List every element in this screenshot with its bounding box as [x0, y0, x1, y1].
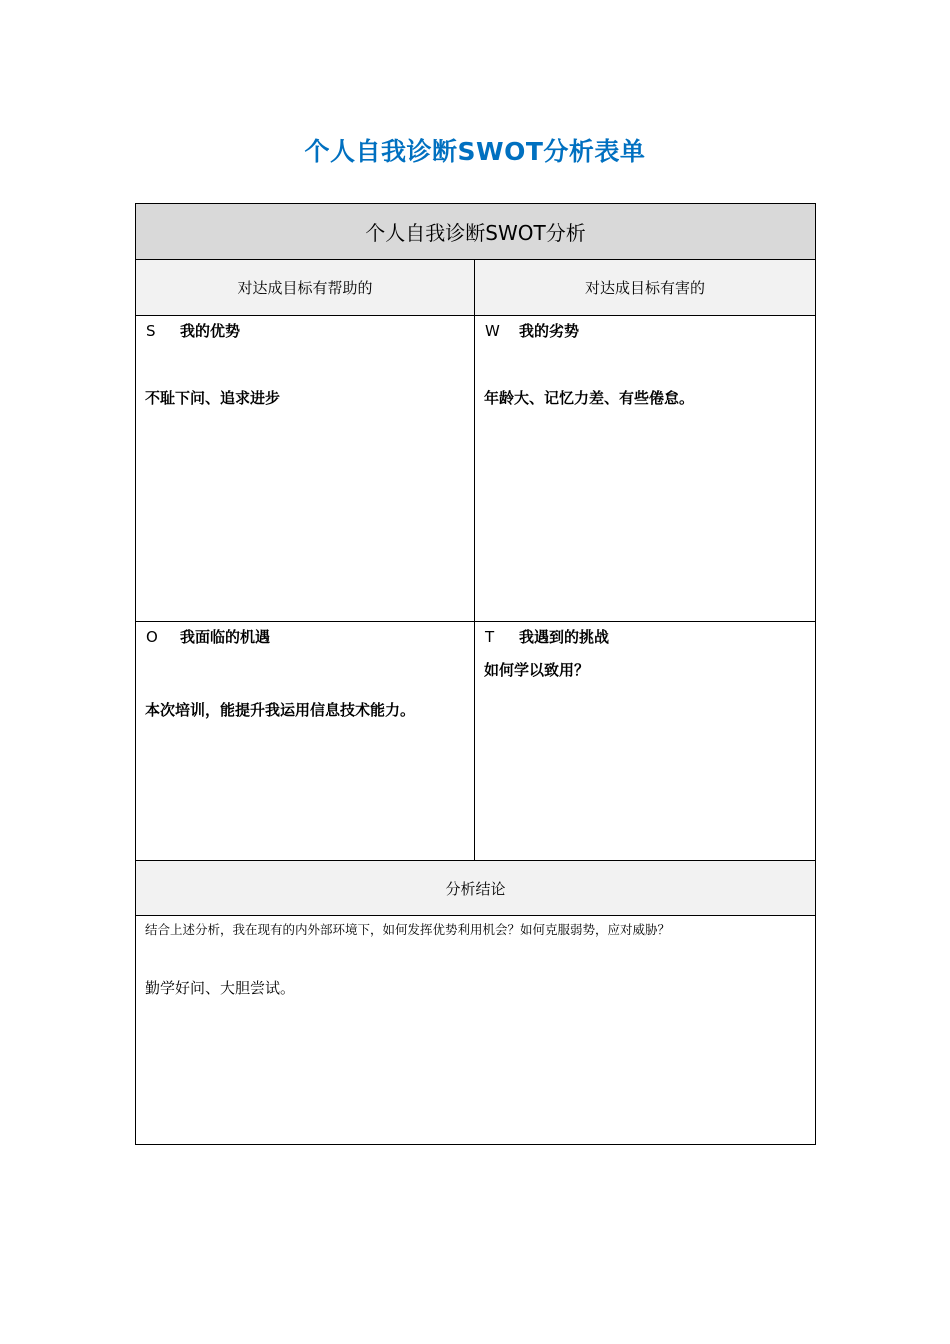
- helpful-header: [136, 260, 475, 315]
- swot-table: [135, 203, 816, 1145]
- table-heading: [136, 204, 815, 260]
- threats-cell: [475, 622, 815, 860]
- weaknesses-heading: [485, 320, 579, 341]
- threats-content: 如何学以致用？: [484, 661, 590, 679]
- weaknesses-cell: [475, 316, 815, 621]
- strengths-heading: [146, 320, 240, 341]
- conclusion-heading: [136, 861, 815, 916]
- strengths-letter: S: [146, 322, 156, 340]
- column-headers: [136, 260, 815, 316]
- conclusion-prompt: 结合上述分析，我在现有的内外部环境下，如何发挥优势利用机会？如何克服弱势，应对威胁？: [145, 922, 671, 937]
- table-heading-text: 个人自我诊断SWOT分析: [365, 221, 586, 245]
- strengths-weaknesses-row: [136, 316, 815, 622]
- strengths-content: 不耻下问、追求进步: [145, 389, 281, 407]
- conclusion-heading-text: 分析结论: [445, 879, 506, 898]
- helpful-header-text: 对达成目标有帮助的: [237, 279, 373, 297]
- conclusion-cell: [136, 916, 815, 1144]
- harmful-header: [475, 260, 815, 315]
- strengths-label: 我的优势: [180, 322, 241, 340]
- threats-heading: [485, 626, 609, 647]
- opportunities-threats-row: [136, 622, 815, 861]
- opportunities-heading: [146, 626, 270, 647]
- weaknesses-content: 年龄大、记忆力差、有些倦怠。: [484, 389, 695, 407]
- threats-letter: T: [485, 628, 495, 646]
- threats-label: 我遇到的挑战: [519, 628, 610, 646]
- strengths-cell: [136, 316, 475, 621]
- opportunities-content: 本次培训，能提升我运用信息技术能力。: [145, 701, 416, 719]
- opportunities-label: 我面临的机遇: [180, 628, 271, 646]
- page-title: 个人自我诊断SWOT分析表单: [304, 137, 646, 166]
- opportunities-cell: [136, 622, 475, 860]
- conclusion-answer: 勤学好问、大胆尝试。: [145, 979, 296, 997]
- weaknesses-label: 我的劣势: [519, 322, 580, 340]
- harmful-header-text: 对达成目标有害的: [584, 279, 705, 297]
- opportunities-letter: O: [146, 628, 158, 646]
- weaknesses-letter: W: [485, 322, 500, 340]
